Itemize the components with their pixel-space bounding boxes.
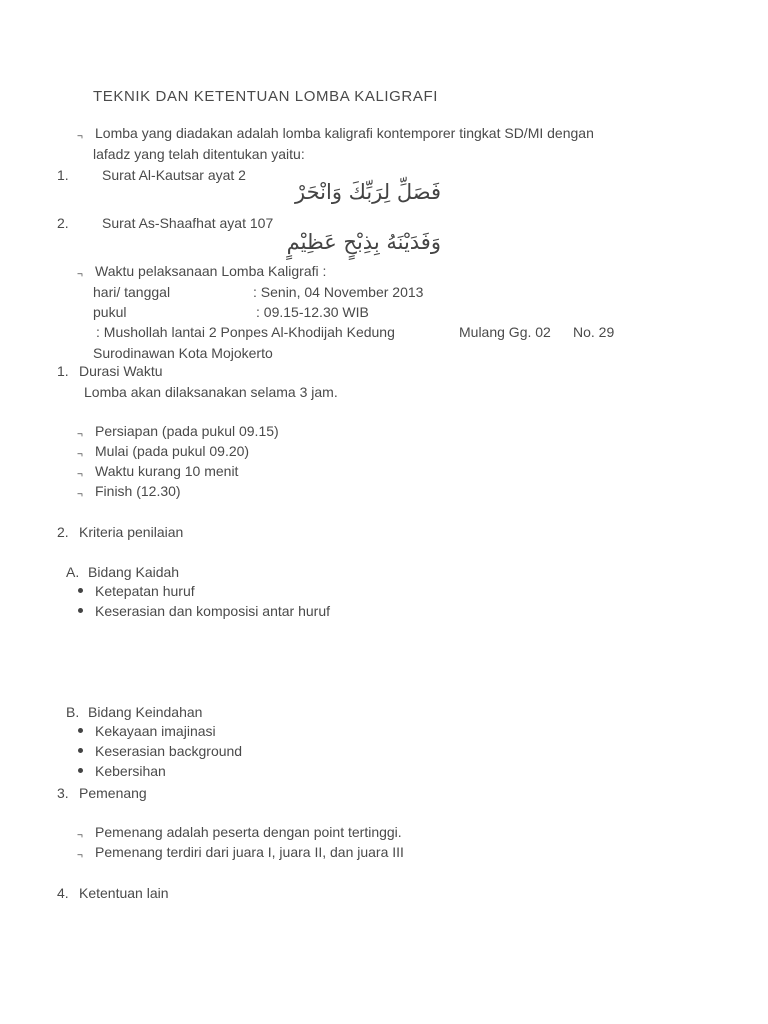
- kriteria-heading: Kriteria penilaian: [79, 524, 184, 540]
- surat-number: 1.: [57, 167, 69, 183]
- waktu-heading: Waktu pelaksanaan Lomba Kaligrafi :: [95, 263, 327, 279]
- list-item: Pemenang terdiri dari juara I, juara II, dan juara III: [95, 844, 404, 860]
- surat-name: Surat As-Shaafhat ayat 107: [102, 215, 274, 231]
- list-item: Pemenang adalah peserta dengan point tertinggi.: [95, 824, 402, 840]
- bullet-dot: [78, 608, 83, 613]
- list-item: Kebersihan: [95, 763, 166, 779]
- list-item: Kekayaan imajinasi: [95, 723, 216, 739]
- bullet-glyph: ¬: [77, 830, 82, 841]
- list-item: Mulai (pada pukul 09.20): [95, 443, 250, 459]
- subsection-heading: Bidang Kaidah: [88, 564, 180, 580]
- durasi-desc: Lomba akan dilaksanakan selama 3 jam.: [84, 384, 338, 400]
- bullet-dot: [78, 588, 83, 593]
- bullet-dot: [78, 728, 83, 733]
- tempat-part-3: No. 29: [573, 324, 615, 340]
- surat-number: 2.: [57, 215, 69, 231]
- page-title: TEKNIK DAN KETENTUAN LOMBA KALIGRAFI: [93, 88, 439, 105]
- bullet-glyph: ¬: [77, 850, 82, 861]
- bullet-dot: [78, 748, 83, 753]
- list-item: Keserasian background: [95, 743, 243, 759]
- section-number: 4.: [57, 885, 69, 901]
- subsection-label: B.: [66, 704, 80, 720]
- list-item: Ketepatan huruf: [95, 583, 195, 599]
- pukul-value: : 09.15-12.30 WIB: [256, 304, 369, 320]
- intro-line-1: Lomba yang diadakan adalah lomba kaligrafi kontemporer tingkat SD/MI dengan: [95, 125, 594, 141]
- bullet-dot: [78, 768, 83, 773]
- pemenang-heading: Pemenang: [79, 785, 147, 801]
- list-item: Keserasian dan komposisi antar huruf: [95, 603, 331, 619]
- tempat-part-1: : Mushollah lantai 2 Ponpes Al-Khodijah Kedung: [96, 324, 395, 340]
- durasi-heading: Durasi Waktu: [79, 363, 163, 379]
- ketentuan-heading: Ketentuan lain: [79, 885, 169, 901]
- section-number: 1.: [57, 363, 69, 379]
- bullet-glyph: ¬: [77, 449, 82, 460]
- tempat-line-2: Surodinawan Kota Mojokerto: [93, 345, 273, 361]
- subsection-label: A.: [66, 564, 80, 580]
- section-number: 3.: [57, 785, 69, 801]
- hari-value: : Senin, 04 November 2013: [253, 284, 424, 300]
- bullet-glyph: ¬: [77, 489, 82, 500]
- list-item: Persiapan (pada pukul 09.15): [95, 423, 279, 439]
- subsection-heading: Bidang Keindahan: [88, 704, 203, 720]
- list-item: Waktu kurang 10 menit: [95, 463, 239, 479]
- hari-label: hari/ tanggal: [93, 284, 171, 300]
- list-item: Finish (12.30): [95, 483, 181, 499]
- pukul-label: pukul: [93, 304, 127, 320]
- bullet-glyph: ¬: [77, 131, 82, 142]
- arabic-verse: وَفَدَيْنَهُ بِذِبْحٍ عَظِيْمٍ: [286, 230, 441, 254]
- tempat-part-2: Mulang Gg. 02: [459, 324, 551, 340]
- bullet-glyph: ¬: [77, 469, 82, 480]
- surat-name: Surat Al-Kautsar ayat 2: [102, 167, 246, 183]
- intro-line-2: lafadz yang telah ditentukan yaitu:: [93, 146, 305, 162]
- bullet-glyph: ¬: [77, 269, 82, 280]
- section-number: 2.: [57, 524, 69, 540]
- bullet-glyph: ¬: [77, 429, 82, 440]
- arabic-verse: فَصَلِّ لِرَبِّكَ وَانْحَرْ: [295, 180, 441, 204]
